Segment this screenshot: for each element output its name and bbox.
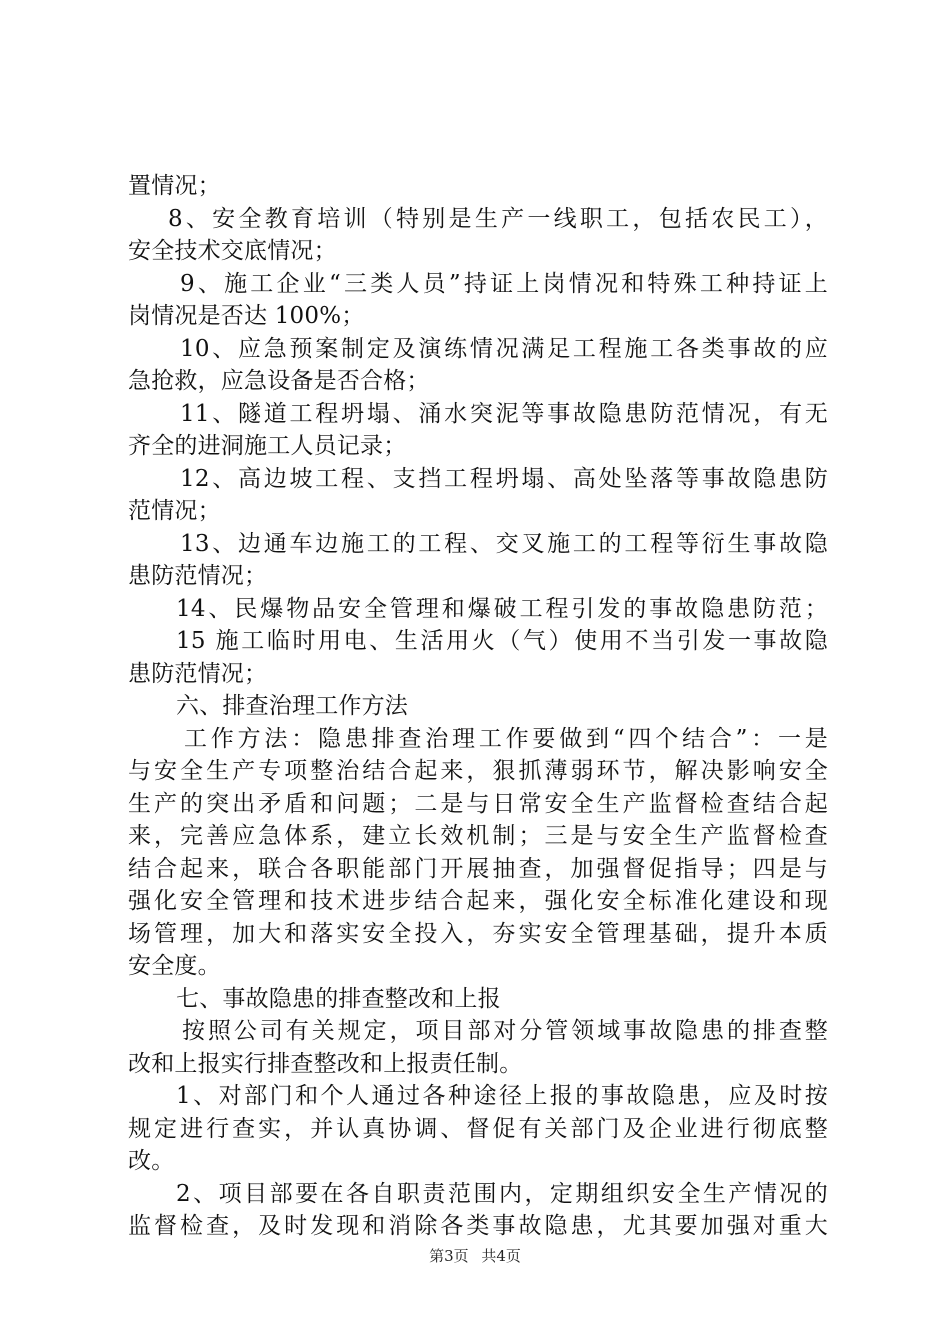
text-line: 2、项目部要在各自职责范围内，定期组织安全生产情况的 [176, 1180, 828, 1207]
text-line: 强化安全管理和技术进步结合起来，强化安全标准化建设和现 [128, 888, 828, 914]
text-line: 场管理，加大和落实安全投入，夯实安全管理基础，提升本质 [128, 920, 828, 947]
text-line: 13、边通车边施工的工程、交叉施工的工程等衍生事故隐 [180, 530, 828, 557]
text-line: 按照公司有关规定，项目部对分管领域事故隐患的排查整 [182, 1018, 828, 1044]
text-line: 患防范情况； [128, 660, 268, 687]
text-line: 生产的突出矛盾和问题；二是与日常安全生产监督检查结合起 [128, 790, 828, 817]
text-line: 来，完善应急体系，建立长效机制；三是与安全生产监督检查 [128, 823, 828, 849]
text-line: 置情况； [128, 173, 221, 199]
page-total: 共4页 [481, 1247, 521, 1265]
text-line: 改和上报实行排查整改和上报责任制。 [128, 1050, 523, 1077]
text-line: 监督检查，及时发现和消除各类事故隐患，尤其要加强对重大 [128, 1213, 828, 1239]
text-line: 15 施工临时用电、生活用火（气）使用不当引发一事故隐 [176, 628, 828, 654]
text-line: 急抢救，应急设备是否合格； [128, 368, 430, 394]
text-line: 14、民爆物品安全管理和爆破工程引发的事故隐患防范； [176, 595, 828, 622]
text-line: 工作方法：隐患排查治理工作要做到“四个结合”：一是 [184, 725, 828, 752]
text-line: 规定进行查实，并认真协调、督促有关部门及企业进行彻底整 [128, 1115, 828, 1142]
document-body [128, 170, 828, 1243]
text-line: 12、高边坡工程、支挡工程坍塌、高处坠落等事故隐患防 [180, 465, 828, 492]
text-line: 患防范情况； [128, 563, 268, 589]
text-line: 10、应急预案制定及演练情况满足工程施工各类事故的应 [180, 335, 828, 362]
text-line: 七、事故隐患的排查整改和上报 [176, 985, 501, 1012]
text-line: 11、隧道工程坍塌、涌水突泥等事故隐患防范情况，有无 [180, 400, 828, 427]
text-line: 范情况； [128, 498, 221, 524]
page-number: 第3页 [429, 1247, 469, 1265]
text-line: 9、施工企业“三类人员”持证上岗情况和特殊工种持证上 [180, 270, 828, 297]
text-line: 8、安全教育培训（特别是生产一线职工，包括农民工）， [168, 205, 828, 232]
text-line: 岗情况是否达 100%； [128, 303, 365, 329]
text-line: 齐全的进洞施工人员记录； [128, 433, 407, 459]
page-footer [0, 1245, 950, 1266]
text-line: 安全技术交底情况； [128, 238, 337, 264]
text-line: 与安全生产专项整治结合起来，狠抓薄弱环节，解决影响安全 [128, 758, 828, 784]
text-line: 安全度。 [128, 953, 221, 979]
text-line: 1、对部门和个人通过各种途径上报的事故隐患，应及时按 [176, 1083, 828, 1109]
text-line: 改。 [128, 1148, 175, 1174]
text-line: 结合起来，联合各职能部门开展抽查，加强督促指导；四是与 [128, 855, 828, 882]
text-line: 六、排查治理工作方法 [176, 693, 408, 719]
